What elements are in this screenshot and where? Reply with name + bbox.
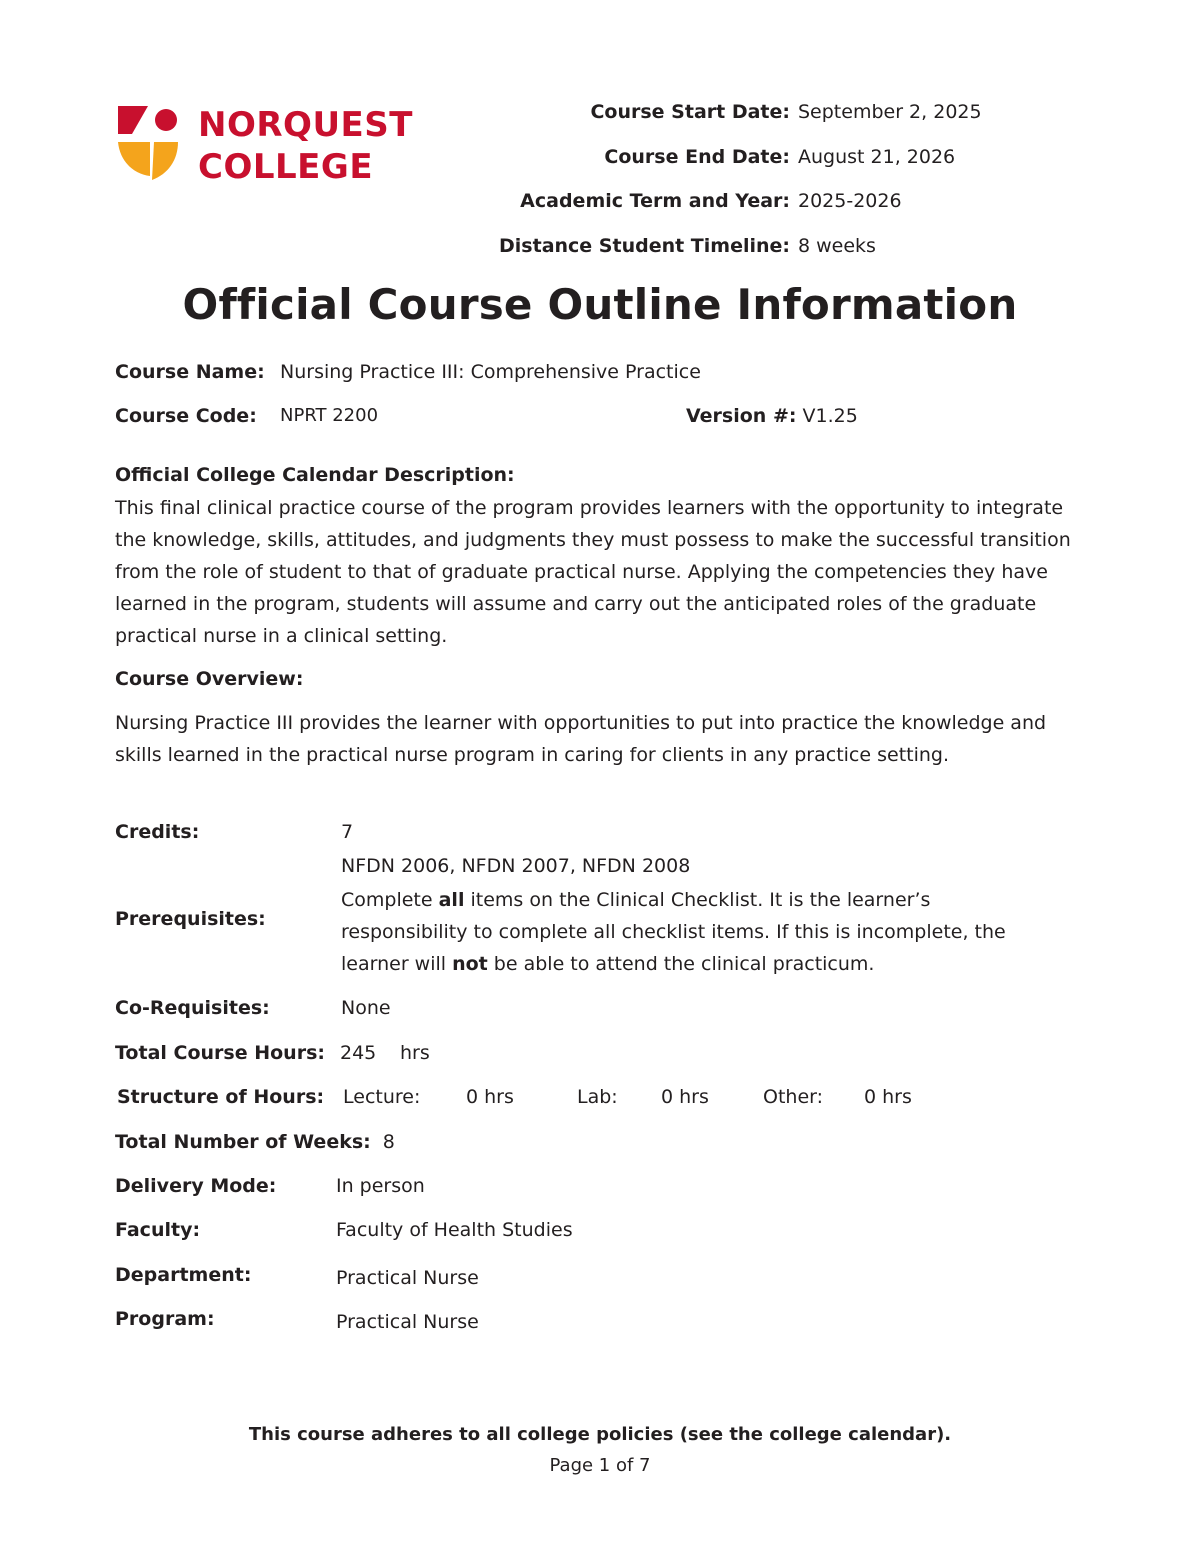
course-code-label: Course Code: bbox=[115, 405, 257, 427]
credits-value: 7 bbox=[341, 821, 354, 843]
weeks-label: Total Number of Weeks: bbox=[115, 1131, 371, 1153]
total-hours-value: 245 bbox=[340, 1042, 377, 1064]
corequisites-label: Co-Requisites: bbox=[115, 997, 270, 1019]
page-number: Page 1 of 7 bbox=[549, 1455, 651, 1476]
program-value: Practical Nurse bbox=[336, 1311, 479, 1333]
calendar-description-text: This final clinical practice course of the program provides learners with the opportunity to integrate the knowledge, skills, attitudes, and judgments they must possess to make the successful transition from the role of student to that of graduate practical nurse. Applying the competencies they have learned in the program, students will assume and carry out the anticipated roles of the graduate practical nurse in a clinical setting. bbox=[115, 497, 1071, 647]
course-code-value: NPRT 2200 bbox=[280, 405, 379, 426]
lecture-label: Lecture: bbox=[343, 1086, 421, 1108]
total-hours-label: Total Course Hours: bbox=[115, 1042, 325, 1064]
lecture-value: 0 hrs bbox=[466, 1086, 514, 1108]
logo-mark-icon bbox=[116, 104, 186, 184]
course-start-date-value: September 2, 2025 bbox=[798, 101, 982, 123]
course-name-value: Nursing Practice III: Comprehensive Practice bbox=[280, 361, 701, 383]
version-label: Version #: bbox=[686, 405, 797, 427]
weeks-value: 8 bbox=[382, 1131, 395, 1153]
lab-value: 0 hrs bbox=[661, 1086, 709, 1108]
logo-line-1: NORQUEST bbox=[198, 105, 413, 145]
department-label: Department: bbox=[115, 1264, 252, 1286]
credits-label: Credits: bbox=[115, 821, 200, 843]
logo-line-2: COLLEGE bbox=[198, 147, 374, 187]
delivery-mode-label: Delivery Mode: bbox=[115, 1175, 277, 1197]
course-start-date-row bbox=[420, 97, 1060, 127]
structure-hours-label: Structure of Hours: bbox=[117, 1086, 325, 1108]
distance-timeline-label: Distance Student Timeline: bbox=[499, 235, 790, 257]
total-hours-unit: hrs bbox=[400, 1042, 430, 1064]
calendar-description-label: Official College Calendar Description: bbox=[115, 464, 515, 486]
prerequisites-note: Complete all items on the Clinical Checklist. It is the learner’s responsibility to complete all checklist items. If this is incomplete, the learner will not be able to attend the clinical practicum. bbox=[341, 889, 1006, 975]
course-end-date-value: August 21, 2026 bbox=[798, 146, 956, 168]
academic-term-label: Academic Term and Year: bbox=[520, 190, 790, 212]
delivery-mode-value: In person bbox=[336, 1175, 425, 1197]
lab-label: Lab: bbox=[577, 1086, 618, 1108]
college-logo bbox=[116, 104, 416, 187]
corequisites-value: None bbox=[341, 997, 391, 1019]
program-label: Program: bbox=[115, 1308, 215, 1330]
version-value: V1.25 bbox=[802, 405, 858, 427]
course-name-label: Course Name: bbox=[115, 361, 265, 383]
prerequisites-courses: NFDN 2006, NFDN 2007, NFDN 2008 bbox=[341, 855, 691, 877]
course-end-date-row bbox=[420, 142, 1060, 172]
distance-timeline-row bbox=[420, 231, 1060, 261]
academic-term-value: 2025-2026 bbox=[798, 190, 902, 212]
academic-term-row bbox=[420, 186, 1060, 216]
other-value: 0 hrs bbox=[864, 1086, 912, 1108]
policy-note: This course adheres to all college policies (see the college calendar). bbox=[248, 1424, 952, 1445]
course-end-date-label: Course End Date: bbox=[604, 146, 790, 168]
faculty-label: Faculty: bbox=[115, 1219, 201, 1241]
page-title: Official Course Outline Information bbox=[182, 280, 1018, 329]
other-label: Other: bbox=[763, 1086, 824, 1108]
distance-timeline-value: 8 weeks bbox=[798, 235, 876, 257]
course-overview-text: Nursing Practice III provides the learner with opportunities to put into practice the knowledge and skills learned in the practical nurse program in caring for clients in any practice setting. bbox=[115, 712, 1047, 766]
course-start-date-label: Course Start Date: bbox=[590, 101, 790, 123]
course-overview-label: Course Overview: bbox=[115, 668, 304, 690]
prerequisites-label: Prerequisites: bbox=[115, 908, 266, 930]
faculty-value: Faculty of Health Studies bbox=[336, 1219, 573, 1241]
department-value: Practical Nurse bbox=[336, 1267, 479, 1289]
